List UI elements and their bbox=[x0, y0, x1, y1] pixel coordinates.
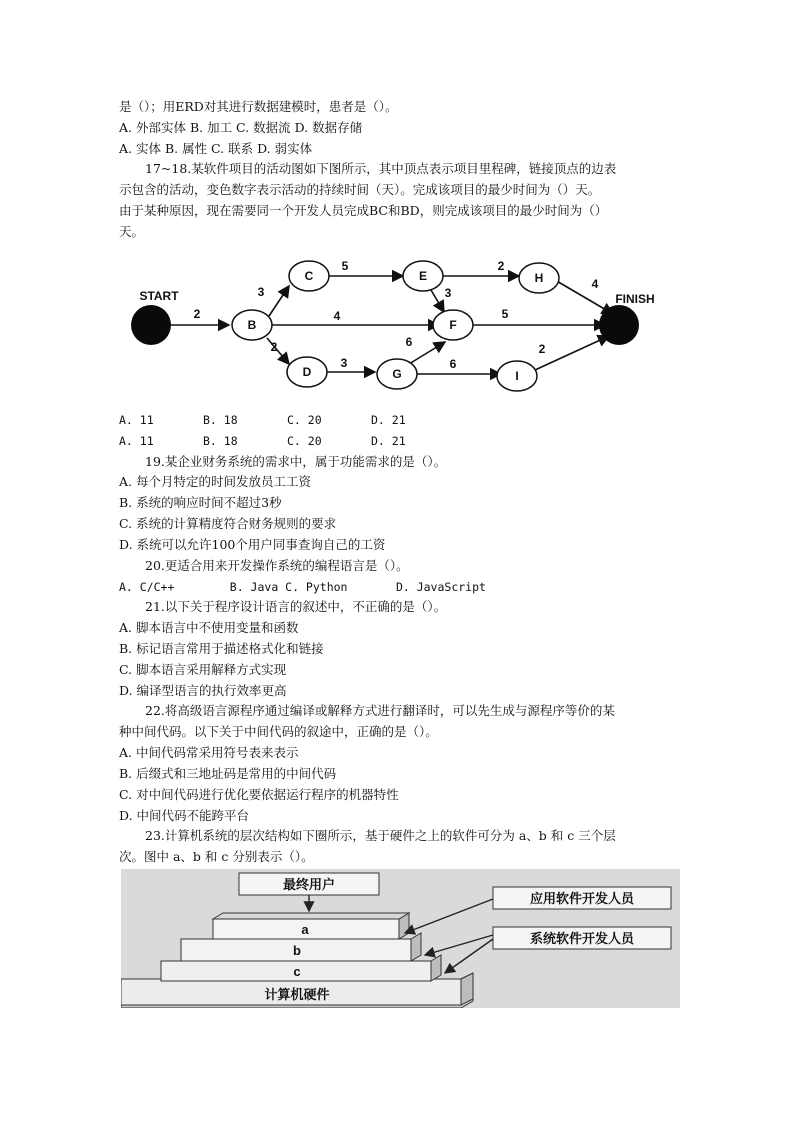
layer-b-label: b bbox=[293, 943, 301, 958]
layer-diagram bbox=[121, 869, 680, 1008]
question-23-stem: 23.计算机系统的层次结构如下圈所示，基于硬件之上的软件可分为 a、b 和 c 三个层 bbox=[145, 828, 616, 843]
edge-weight: 3 bbox=[257, 285, 265, 299]
node-label: G bbox=[392, 367, 402, 381]
edge-weight: 2 bbox=[270, 340, 278, 354]
edge-weight: 5 bbox=[341, 259, 349, 273]
text-line: 次。图中 a、b 和 c 分别表示（）。 bbox=[119, 849, 314, 864]
answer-option: A. 11 bbox=[119, 413, 154, 427]
edge-weight: 5 bbox=[501, 307, 509, 321]
answer-option: A. 11 bbox=[119, 434, 154, 448]
question-19-stem: 19.某企业财务系统的需求中，属于功能需求的是（）。 bbox=[145, 454, 447, 469]
answer-option: D. 21 bbox=[371, 413, 406, 427]
node-label: D bbox=[302, 365, 312, 379]
edge-weight: 3 bbox=[444, 286, 452, 300]
activity-diagram bbox=[119, 250, 679, 400]
node-label: C bbox=[304, 269, 314, 283]
node-label: E bbox=[418, 269, 428, 283]
question-17-stem: 17~18.某软件项目的活动图如下图所示，其中顶点表示项目里程碑，链接顶点的边表 bbox=[145, 161, 617, 176]
answer-option: C. 20 bbox=[287, 434, 322, 448]
edge-weight: 2 bbox=[193, 307, 201, 321]
option: B. 后缀式和三地址码是常用的中间代码 bbox=[119, 766, 337, 781]
text-line: 示包含的活动，变色数字表示活动的持续时间（天）。完成该项目的最少时间为（）天。 bbox=[119, 182, 601, 197]
answer-option: D. 21 bbox=[371, 434, 406, 448]
option: C. 对中间代码进行优化要依据运行程序的机器特性 bbox=[119, 787, 399, 802]
node-label: I bbox=[515, 369, 519, 383]
edge-weight: 2 bbox=[497, 259, 505, 273]
edge-weight: 4 bbox=[333, 309, 341, 323]
edge-weight: 6 bbox=[405, 335, 413, 349]
option: D. 中间代码不能跨平台 bbox=[119, 808, 250, 823]
question-21-stem: 21.以下关于程序设计语言的叙述中，不正确的是（）。 bbox=[145, 599, 447, 614]
answer-option: B. 18 bbox=[203, 434, 238, 448]
edge-weight: 6 bbox=[449, 357, 457, 371]
node-label: F bbox=[449, 318, 457, 332]
layer-c-label: c bbox=[293, 964, 301, 979]
option: C. 系统的计算精度符合财务规则的要求 bbox=[119, 516, 337, 531]
option: A. 中间代码常采用符号表来表示 bbox=[119, 745, 299, 760]
finish-label: FINISH bbox=[615, 292, 655, 306]
node-label: H bbox=[534, 271, 544, 285]
option: D. 系统可以允许100个用户同事查询自己的工资 bbox=[119, 537, 386, 552]
finish-node bbox=[599, 305, 639, 345]
text-line: A. 外部实体 B. 加工 C. 数据流 D. 数据存储 bbox=[119, 120, 363, 135]
sys-dev-label: 系统软件开发人员 bbox=[529, 931, 635, 946]
hardware-label: 计算机硬件 bbox=[264, 987, 330, 1002]
option: C. 脚本语言采用解释方式实现 bbox=[119, 662, 287, 677]
edge-weight: 2 bbox=[538, 342, 546, 356]
edge-weight: 3 bbox=[340, 356, 348, 370]
answer-option: B. 18 bbox=[203, 413, 238, 427]
text-line: 天。 bbox=[119, 224, 145, 239]
option-row: A. C/C++ B. Java C. Python D. JavaScript bbox=[119, 580, 486, 594]
node-label: B bbox=[247, 318, 257, 332]
text-line: 由于某种原因，现在需要同一个开发人员完成BC和BD，则完成该项目的最少时间为（） bbox=[119, 203, 608, 218]
option: B. 标记语言常用于描述格式化和链接 bbox=[119, 641, 324, 656]
text-line: A. 实体 B. 属性 C. 联系 D. 弱实体 bbox=[119, 141, 313, 156]
option: A. 脚本语言中不使用变量和函数 bbox=[119, 620, 299, 635]
option: B. 系统的响应时间不超过3秒 bbox=[119, 495, 282, 510]
start-node bbox=[131, 305, 171, 345]
question-22-stem: 22.将高级语言源程序通过编译或解释方式进行翻译时，可以先生成与源程序等价的某 bbox=[145, 703, 615, 718]
layer-a-label: a bbox=[301, 922, 309, 937]
start-label: START bbox=[139, 289, 179, 303]
answer-option: C. 20 bbox=[287, 413, 322, 427]
option: A. 每个月特定的时间发放员工工资 bbox=[119, 474, 311, 489]
text-line: 种中间代码。以下关于中间代码的叙途中，正确的是（）。 bbox=[119, 724, 438, 739]
app-dev-label: 应用软件开发人员 bbox=[529, 891, 635, 906]
question-20-stem: 20.更适合用来开发操作系统的编程语言是（）。 bbox=[145, 558, 409, 573]
text-line: 是（）；用ERD对其进行数据建模时，患者是（）。 bbox=[119, 99, 398, 114]
end-user-label: 最终用户 bbox=[282, 877, 336, 892]
answer-row bbox=[119, 431, 455, 451]
edge-weight: 4 bbox=[591, 277, 599, 291]
option: D. 编译型语言的执行效率更高 bbox=[119, 683, 287, 698]
answer-row bbox=[119, 410, 455, 430]
